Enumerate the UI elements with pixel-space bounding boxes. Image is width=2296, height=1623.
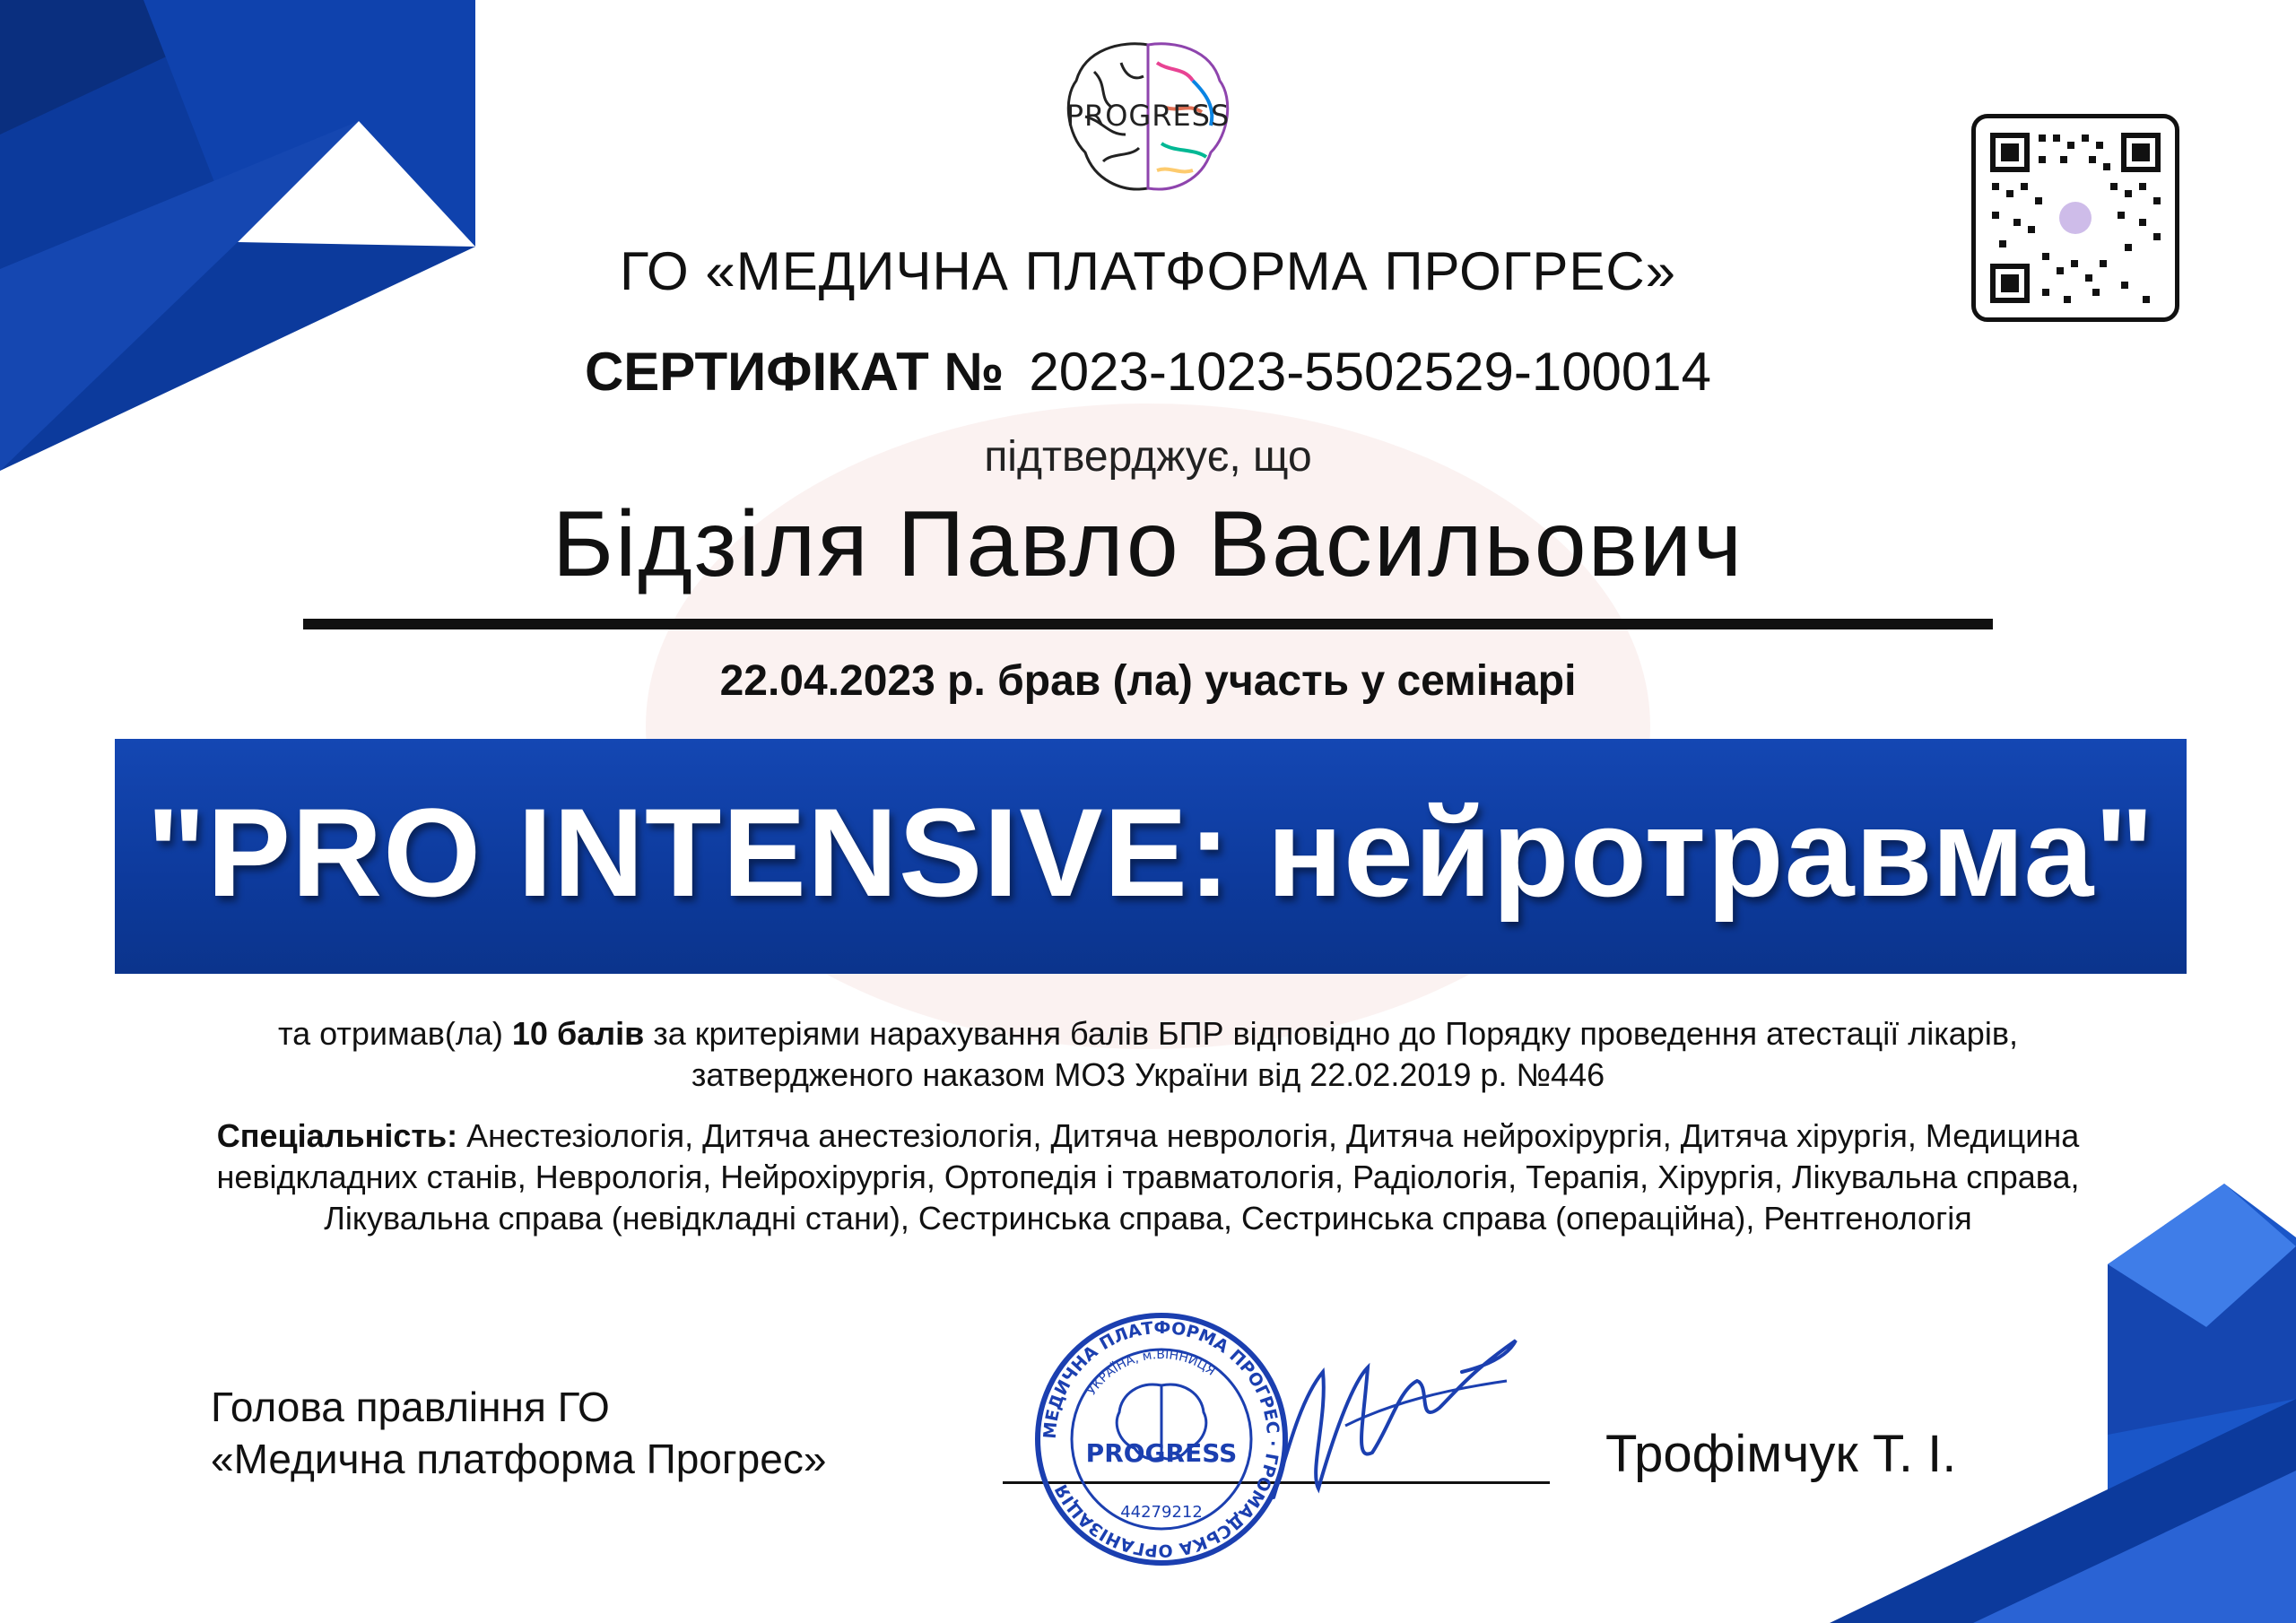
signatory-title — [211, 1381, 826, 1485]
handwritten-signature — [1238, 1318, 1543, 1515]
certificate-number-line — [0, 341, 2296, 403]
participation-line: 22.04.2023 р. брав (ла) участь у семінарі — [719, 657, 1577, 705]
points-text — [161, 1013, 2135, 1096]
recipient-name: Бідзіля Павло Васильович — [552, 492, 1744, 596]
specialty-list: Анестезіологія, Дитяча анестезіологія, Дитяча неврологія, Дитяча нейрохірургія, Дитяча хірургія, Медицина невідкладних станів, Неврологія, Нейрохірургія, Ортопедія і травматологія, Радіологія, Терапія, Хірургія, Лікувальна справа, Лікувальна справа (невідкладні стани), Сестринська справа, Сестринська справа (операційна), Рентгенологія — [216, 1117, 2080, 1237]
signatory-title-line2: «Медична платформа Прогрес» — [211, 1436, 827, 1482]
specialty-text — [179, 1115, 2117, 1239]
points-prefix: та отримав(ла) — [278, 1015, 512, 1052]
svg-text:44279212: 44279212 — [1120, 1503, 1203, 1522]
signatory-title-line1: Голова правління ГО — [211, 1384, 610, 1430]
svg-text:PROGRESS: PROGRESS — [1065, 99, 1231, 133]
organization-title: ГО «МЕДИЧНА ПЛАТФОРМА ПРОГРЕС» — [619, 241, 1677, 301]
svg-text:УКРАЇНА, м.ВІННИЦЯ: УКРАЇНА, м.ВІННИЦЯ — [1084, 1347, 1218, 1399]
points-suffix: за критеріями нарахування балів БПР відповідно до Порядку проведення атестації лікарів, — [644, 1015, 2018, 1052]
progress-logo — [1058, 36, 1238, 206]
specialty-label: Спеціальність: — [216, 1117, 458, 1154]
points-order: затвердженого наказом МОЗ України від 22.02.2019 р. №446 — [691, 1056, 1605, 1093]
points-value: 10 балів — [511, 1015, 645, 1052]
seminar-title: "PRO INTENSIVE: нейротравма" — [146, 782, 2155, 923]
name-underline — [303, 619, 1993, 629]
certificate-number: 2023-1023-5502529-100014 — [1029, 342, 1712, 402]
signatory-name: Трофімчук Т. І. — [1605, 1425, 1957, 1483]
svg-text:PROGRESS: PROGRESS — [1085, 1438, 1238, 1468]
certificate-label: СЕРТИФІКАТ № — [584, 342, 1004, 402]
svg-text:МЕДИЧНА ПЛАТФОРМА ПРОГРЕС · ГР: МЕДИЧНА ПЛАТФОРМА ПРОГРЕС · ГРОМАДСЬКА ОРГАНІЗАЦІЯ — [1039, 1317, 1283, 1561]
confirms-text: підтверджує, що — [984, 433, 1312, 481]
